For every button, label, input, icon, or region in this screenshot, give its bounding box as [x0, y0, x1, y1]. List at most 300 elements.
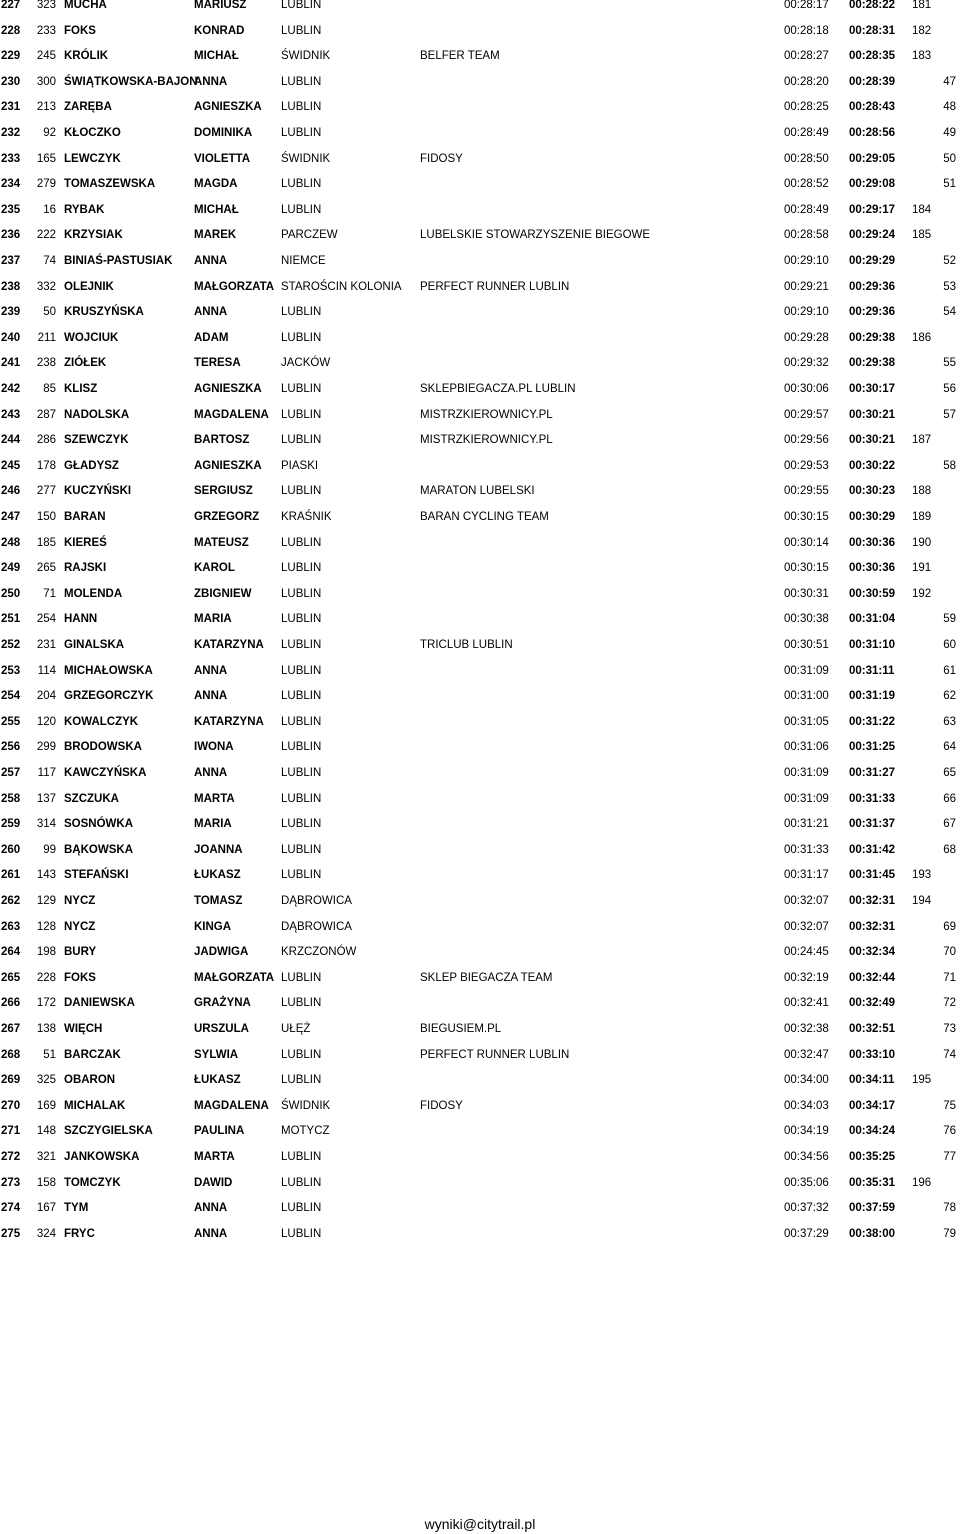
- cell-surname: TYM: [64, 1202, 89, 1215]
- cell-net-time: 00:29:10: [784, 255, 829, 267]
- table-row: [0, 481, 960, 501]
- cell-bib: 314: [36, 818, 56, 831]
- cell-place: 241: [1, 357, 21, 370]
- cell-first-name: ANNA: [194, 75, 228, 88]
- cell-city: LUBLIN: [281, 818, 322, 831]
- cell-place-women: 75: [943, 1099, 956, 1112]
- cell-place: 273: [1, 1176, 21, 1189]
- table-row: [0, 763, 960, 783]
- cell-net-time: 00:28:20: [784, 75, 829, 88]
- cell-first-name: MARTA: [194, 792, 235, 805]
- cell-place: 261: [1, 869, 21, 882]
- cell-place-women: 57: [943, 408, 956, 421]
- cell-first-name: SYLWIA: [194, 1048, 239, 1061]
- cell-first-name: MAGDALENA: [194, 1099, 269, 1112]
- cell-place: 266: [1, 997, 21, 1010]
- cell-bib: 137: [36, 792, 56, 805]
- table-row: [0, 917, 960, 937]
- cell-net-time: 00:29:10: [784, 306, 829, 319]
- cell-place: 274: [1, 1202, 21, 1215]
- cell-net-time: 00:32:47: [784, 1048, 829, 1061]
- cell-gun-time: 00:29:29: [849, 255, 896, 267]
- cell-net-time: 00:34:56: [784, 1151, 829, 1163]
- cell-city: LUBLIN: [281, 587, 322, 600]
- cell-place: 271: [1, 1125, 21, 1138]
- cell-bib: 254: [36, 613, 56, 626]
- cell-surname: WIĘCH: [64, 1023, 103, 1035]
- table-row: [0, 814, 960, 834]
- cell-bib: 85: [43, 383, 56, 395]
- cell-gun-time: 00:29:36: [849, 280, 896, 293]
- footer: [0, 1514, 960, 1534]
- cell-first-name: VIOLETTA: [194, 152, 251, 165]
- cell-first-name: AGNIESZKA: [194, 459, 262, 472]
- cell-city: LUBLIN: [281, 715, 322, 728]
- cell-surname: KIEREŚ: [64, 536, 107, 549]
- cell-place-women: 60: [943, 639, 956, 651]
- cell-place-women: 49: [943, 127, 956, 139]
- cell-place-women: 47: [943, 75, 956, 88]
- cell-place: 259: [1, 818, 21, 831]
- cell-place: 254: [1, 690, 21, 703]
- cell-place-women: 58: [943, 459, 956, 472]
- cell-club: MARATON LUBELSKI: [420, 485, 535, 498]
- cell-net-time: 00:37:32: [784, 1202, 829, 1215]
- cell-place-women: 71: [943, 971, 956, 984]
- cell-city: LUBLIN: [281, 24, 322, 37]
- cell-gun-time: 00:28:22: [849, 0, 896, 11]
- cell-surname: BRODOWSKA: [64, 741, 142, 754]
- cell-bib: 169: [36, 1099, 56, 1112]
- cell-surname: STEFAŃSKI: [64, 869, 129, 882]
- cell-place-men: 189: [912, 511, 932, 523]
- cell-place-women: 73: [943, 1023, 956, 1035]
- table-row: [0, 1045, 960, 1065]
- cell-gun-time: 00:31:42: [849, 843, 896, 856]
- table-row: [0, 200, 960, 220]
- cell-surname: BINIAŚ-PASTUSIAK: [64, 255, 173, 267]
- cell-surname: LEWCZYK: [64, 152, 121, 165]
- cell-place: 238: [1, 280, 21, 293]
- table-row: [0, 686, 960, 706]
- cell-place: 228: [1, 24, 21, 37]
- cell-surname: KŁOCZKO: [64, 127, 121, 139]
- cell-net-time: 00:31:09: [784, 767, 829, 779]
- table-row: [0, 1224, 960, 1244]
- table-row: [0, 0, 960, 15]
- cell-bib: 198: [36, 946, 56, 959]
- cell-place-women: 74: [943, 1048, 956, 1061]
- cell-surname: RAJSKI: [64, 562, 107, 575]
- cell-surname: SZCZUKA: [64, 792, 119, 805]
- cell-gun-time: 00:30:36: [849, 562, 896, 575]
- cell-city: LUBLIN: [281, 1074, 322, 1087]
- cell-surname: MOLENDA: [64, 587, 123, 600]
- cell-gun-time: 00:32:31: [849, 895, 896, 907]
- cell-first-name: MAGDALENA: [194, 408, 269, 421]
- cell-city: LUBLIN: [281, 178, 322, 191]
- cell-gun-time: 00:38:00: [849, 1227, 896, 1240]
- cell-place-women: 76: [943, 1125, 956, 1138]
- cell-place-men: 194: [912, 895, 932, 907]
- cell-bib: 117: [37, 767, 56, 779]
- cell-bib: 120: [36, 715, 56, 728]
- table-row: [0, 174, 960, 194]
- cell-city: LUBLIN: [281, 1048, 322, 1061]
- cell-gun-time: 00:28:35: [849, 50, 896, 63]
- table-row: [0, 507, 960, 527]
- cell-city: LUBLIN: [281, 434, 322, 447]
- cell-place: 239: [1, 306, 21, 319]
- cell-surname: KAWCZYŃSKA: [64, 767, 147, 779]
- cell-bib: 325: [36, 1074, 56, 1087]
- cell-city: LUBLIN: [281, 997, 322, 1010]
- cell-net-time: 00:30:51: [784, 639, 829, 651]
- table-row: [0, 533, 960, 553]
- cell-first-name: JOANNA: [194, 843, 243, 856]
- cell-net-time: 00:28:49: [784, 203, 829, 216]
- cell-surname: HANN: [64, 613, 98, 626]
- cell-gun-time: 00:31:33: [849, 792, 896, 805]
- cell-first-name: ANNA: [194, 306, 228, 319]
- table-row: [0, 993, 960, 1013]
- cell-bib: 286: [36, 434, 56, 447]
- cell-place-men: 193: [912, 869, 932, 882]
- cell-place: 252: [1, 639, 21, 651]
- cell-club: MISTRZKIEROWNICY.PL: [420, 434, 553, 447]
- cell-surname: OBARON: [64, 1074, 116, 1087]
- table-row: [0, 942, 960, 962]
- cell-place-men: 187: [912, 434, 932, 447]
- cell-bib: 287: [36, 408, 56, 421]
- cell-bib: 233: [36, 24, 56, 37]
- cell-club: FIDOSY: [420, 152, 463, 165]
- cell-bib: 129: [36, 895, 56, 907]
- cell-club: FIDOSY: [420, 1099, 463, 1112]
- cell-first-name: ŁUKASZ: [194, 869, 241, 882]
- cell-city: LUBLIN: [281, 562, 322, 575]
- cell-place: 234: [1, 178, 21, 191]
- cell-first-name: MARTA: [194, 1151, 235, 1163]
- cell-bib: 211: [37, 331, 56, 344]
- cell-gun-time: 00:30:21: [849, 408, 896, 421]
- cell-surname: KRÓLIK: [64, 50, 109, 63]
- cell-first-name: KINGA: [194, 920, 232, 933]
- cell-bib: 167: [36, 1202, 56, 1215]
- cell-surname: GINALSKA: [64, 639, 125, 651]
- cell-first-name: JADWIGA: [194, 946, 249, 959]
- cell-gun-time: 00:32:49: [849, 997, 896, 1010]
- cell-bib: 16: [43, 203, 56, 216]
- cell-bib: 74: [43, 255, 56, 267]
- cell-first-name: KATARZYNA: [194, 715, 264, 728]
- cell-place-men: 186: [912, 331, 932, 344]
- cell-surname: MICHAŁOWSKA: [64, 664, 153, 677]
- table-row: [0, 328, 960, 348]
- cell-place-women: 50: [943, 152, 956, 165]
- cell-net-time: 00:29:28: [784, 331, 829, 344]
- cell-place: 233: [1, 152, 21, 165]
- table-row: [0, 584, 960, 604]
- table-row: [0, 1121, 960, 1141]
- cell-place: 256: [1, 741, 21, 754]
- table-row: [0, 1019, 960, 1039]
- cell-place-men: 190: [912, 536, 932, 549]
- cell-first-name: KAROL: [194, 562, 235, 575]
- cell-net-time: 00:31:09: [784, 792, 829, 805]
- footer-email[interactable]: wyniki@citytrail.pl: [424, 1516, 536, 1532]
- cell-first-name: ANNA: [194, 664, 228, 677]
- cell-net-time: 00:30:15: [784, 562, 829, 575]
- cell-city: STAROŚCIN KOLONIA: [281, 280, 402, 293]
- table-row: [0, 661, 960, 681]
- cell-surname: BURY: [64, 946, 97, 959]
- cell-place-women: 56: [943, 383, 956, 395]
- cell-surname: SZEWCZYK: [64, 434, 129, 447]
- cell-net-time: 00:28:25: [784, 101, 829, 114]
- cell-surname: KUCZYŃSKI: [64, 485, 132, 498]
- cell-first-name: ANNA: [194, 1202, 228, 1215]
- cell-bib: 332: [36, 280, 56, 293]
- cell-club: MISTRZKIEROWNICY.PL: [420, 408, 553, 421]
- cell-surname: OLEJNIK: [64, 280, 114, 293]
- cell-net-time: 00:30:31: [784, 587, 829, 600]
- cell-net-time: 00:29:53: [784, 459, 829, 472]
- cell-gun-time: 00:31:22: [849, 715, 896, 728]
- cell-gun-time: 00:29:38: [849, 357, 896, 370]
- cell-net-time: 00:29:32: [784, 357, 829, 370]
- cell-bib: 99: [43, 843, 56, 856]
- cell-place-women: 70: [943, 946, 956, 959]
- table-row: [0, 72, 960, 92]
- cell-net-time: 00:32:41: [784, 997, 829, 1010]
- cell-first-name: SERGIUSZ: [194, 485, 253, 498]
- cell-city: DĄBROWICA: [281, 895, 352, 907]
- cell-bib: 71: [43, 587, 56, 600]
- cell-place-women: 62: [943, 690, 956, 703]
- cell-surname: NADOLSKA: [64, 408, 130, 421]
- cell-city: PIASKI: [281, 459, 319, 472]
- cell-place-women: 52: [943, 255, 956, 267]
- cell-place: 258: [1, 792, 21, 805]
- cell-net-time: 00:31:17: [784, 869, 829, 882]
- cell-place: 231: [1, 101, 21, 114]
- cell-first-name: DAWID: [194, 1176, 233, 1189]
- cell-surname: KOWALCZYK: [64, 715, 139, 728]
- table-row: [0, 251, 960, 271]
- table-row: [0, 225, 960, 245]
- cell-first-name: TOMASZ: [194, 895, 243, 907]
- table-row: [0, 1198, 960, 1218]
- cell-surname: BARCZAK: [64, 1048, 121, 1061]
- cell-net-time: 00:28:58: [784, 229, 829, 242]
- cell-bib: 165: [36, 152, 56, 165]
- cell-bib: 158: [36, 1176, 56, 1189]
- cell-bib: 277: [36, 485, 56, 498]
- cell-first-name: DOMINIKA: [194, 127, 253, 139]
- table-row: [0, 712, 960, 732]
- cell-bib: 178: [36, 459, 56, 472]
- table-row: [0, 609, 960, 629]
- cell-net-time: 00:29:21: [784, 280, 829, 293]
- cell-club: SKLEPBIEGACZA.PL LUBLIN: [420, 383, 576, 395]
- cell-place: 245: [1, 459, 21, 472]
- cell-gun-time: 00:35:25: [849, 1151, 896, 1163]
- cell-place-women: 78: [943, 1202, 956, 1215]
- cell-city: JACKÓW: [281, 357, 331, 370]
- cell-city: LUBLIN: [281, 331, 322, 344]
- cell-city: LUBLIN: [281, 75, 322, 88]
- cell-first-name: MAŁGORZATA: [194, 971, 275, 984]
- cell-place-men: 181: [912, 0, 932, 11]
- cell-net-time: 00:28:49: [784, 127, 829, 139]
- cell-gun-time: 00:30:36: [849, 536, 896, 549]
- cell-surname: FOKS: [64, 24, 96, 37]
- cell-first-name: MARIA: [194, 613, 232, 626]
- cell-gun-time: 00:31:19: [849, 690, 896, 703]
- cell-place: 264: [1, 946, 21, 959]
- cell-net-time: 00:28:17: [784, 0, 829, 11]
- cell-place-women: 51: [943, 178, 956, 191]
- cell-place: 262: [1, 895, 21, 907]
- cell-place-women: 59: [943, 613, 956, 626]
- table-row: [0, 865, 960, 885]
- cell-surname: RYBAK: [64, 203, 105, 216]
- cell-net-time: 00:30:38: [784, 613, 829, 626]
- cell-bib: 213: [36, 101, 56, 114]
- cell-gun-time: 00:28:43: [849, 101, 896, 114]
- cell-first-name: PAULINA: [194, 1125, 245, 1138]
- cell-city: LUBLIN: [281, 971, 322, 984]
- cell-city: LUBLIN: [281, 1151, 322, 1163]
- cell-net-time: 00:32:19: [784, 971, 829, 984]
- cell-surname: BARAN: [64, 511, 106, 523]
- cell-city: LUBLIN: [281, 1176, 322, 1189]
- cell-gun-time: 00:30:29: [849, 511, 896, 523]
- table-row: [0, 379, 960, 399]
- cell-first-name: ANNA: [194, 767, 228, 779]
- cell-place-women: 72: [943, 997, 956, 1010]
- cell-club: BELFER TEAM: [420, 50, 500, 63]
- cell-net-time: 00:28:52: [784, 178, 829, 191]
- table-row: [0, 456, 960, 476]
- cell-city: LUBLIN: [281, 767, 322, 779]
- cell-city: LUBLIN: [281, 792, 322, 805]
- cell-gun-time: 00:30:22: [849, 459, 896, 472]
- table-row: [0, 1096, 960, 1116]
- cell-place: 240: [1, 331, 21, 344]
- cell-city: LUBLIN: [281, 741, 322, 754]
- cell-place: 267: [1, 1023, 21, 1035]
- cell-city: LUBLIN: [281, 485, 322, 498]
- cell-place: 251: [1, 613, 21, 626]
- cell-bib: 228: [36, 971, 56, 984]
- cell-place: 236: [1, 229, 21, 242]
- cell-place: 232: [1, 127, 21, 139]
- table-row: [0, 277, 960, 297]
- cell-place: 250: [1, 587, 21, 600]
- cell-city: LUBLIN: [281, 664, 322, 677]
- cell-first-name: ŁUKASZ: [194, 1074, 241, 1087]
- cell-bib: 92: [43, 127, 56, 139]
- cell-bib: 114: [37, 664, 56, 677]
- cell-net-time: 00:31:21: [784, 818, 829, 831]
- table-row: [0, 21, 960, 41]
- cell-first-name: KATARZYNA: [194, 639, 264, 651]
- cell-place: 263: [1, 920, 21, 933]
- cell-city: LUBLIN: [281, 101, 322, 114]
- cell-place-women: 54: [943, 306, 956, 319]
- cell-net-time: 00:31:06: [784, 741, 829, 754]
- cell-first-name: MARIUSZ: [194, 0, 247, 11]
- cell-place-men: 188: [912, 485, 932, 498]
- table-row: [0, 968, 960, 988]
- cell-bib: 279: [36, 178, 56, 191]
- cell-first-name: KONRAD: [194, 24, 245, 37]
- cell-surname: GRZEGORCZYK: [64, 690, 154, 703]
- cell-gun-time: 00:30:21: [849, 434, 896, 447]
- cell-bib: 324: [36, 1227, 56, 1240]
- cell-place: 248: [1, 536, 21, 549]
- cell-bib: 265: [36, 562, 56, 575]
- cell-city: LUBLIN: [281, 536, 322, 549]
- cell-gun-time: 00:29:24: [849, 229, 896, 242]
- cell-club: PERFECT RUNNER LUBLIN: [420, 280, 570, 293]
- cell-gun-time: 00:30:23: [849, 485, 896, 498]
- cell-surname: MICHALAK: [64, 1099, 126, 1112]
- cell-gun-time: 00:31:37: [849, 818, 896, 831]
- table-row: [0, 891, 960, 911]
- cell-gun-time: 00:34:24: [849, 1125, 896, 1138]
- table-row: [0, 97, 960, 117]
- cell-place-women: 53: [943, 280, 956, 293]
- cell-bib: 50: [43, 306, 56, 319]
- table-row: [0, 1070, 960, 1090]
- cell-club: PERFECT RUNNER LUBLIN: [420, 1048, 570, 1061]
- cell-gun-time: 00:28:56: [849, 127, 896, 139]
- cell-surname: ZIÓŁEK: [64, 357, 107, 370]
- table-row: [0, 353, 960, 373]
- cell-place-men: 185: [912, 229, 932, 242]
- cell-bib: 204: [36, 690, 56, 703]
- cell-net-time: 00:29:56: [784, 434, 829, 447]
- cell-place-women: 79: [943, 1227, 956, 1240]
- cell-net-time: 00:29:55: [784, 485, 829, 498]
- cell-surname: GŁADYSZ: [64, 459, 119, 472]
- cell-first-name: MATEUSZ: [194, 536, 249, 549]
- cell-gun-time: 00:35:31: [849, 1176, 896, 1189]
- cell-first-name: IWONA: [194, 741, 234, 754]
- cell-bib: 323: [36, 0, 56, 11]
- cell-net-time: 00:35:06: [784, 1176, 829, 1189]
- cell-place-women: 63: [943, 715, 956, 728]
- cell-gun-time: 00:28:31: [849, 24, 896, 37]
- table-row: [0, 789, 960, 809]
- cell-city: ŚWIDNIK: [281, 152, 331, 165]
- cell-gun-time: 00:32:51: [849, 1023, 896, 1035]
- cell-net-time: 00:31:09: [784, 664, 829, 677]
- cell-place-women: 67: [943, 818, 956, 831]
- cell-place: 269: [1, 1074, 21, 1087]
- cell-place-men: 184: [912, 203, 932, 216]
- cell-place: 272: [1, 1151, 21, 1163]
- table-row: [0, 123, 960, 143]
- cell-place-women: 69: [943, 920, 956, 933]
- cell-net-time: 00:30:06: [784, 383, 829, 395]
- cell-gun-time: 00:30:59: [849, 587, 896, 600]
- cell-city: LUBLIN: [281, 408, 322, 421]
- cell-place: 255: [1, 715, 21, 728]
